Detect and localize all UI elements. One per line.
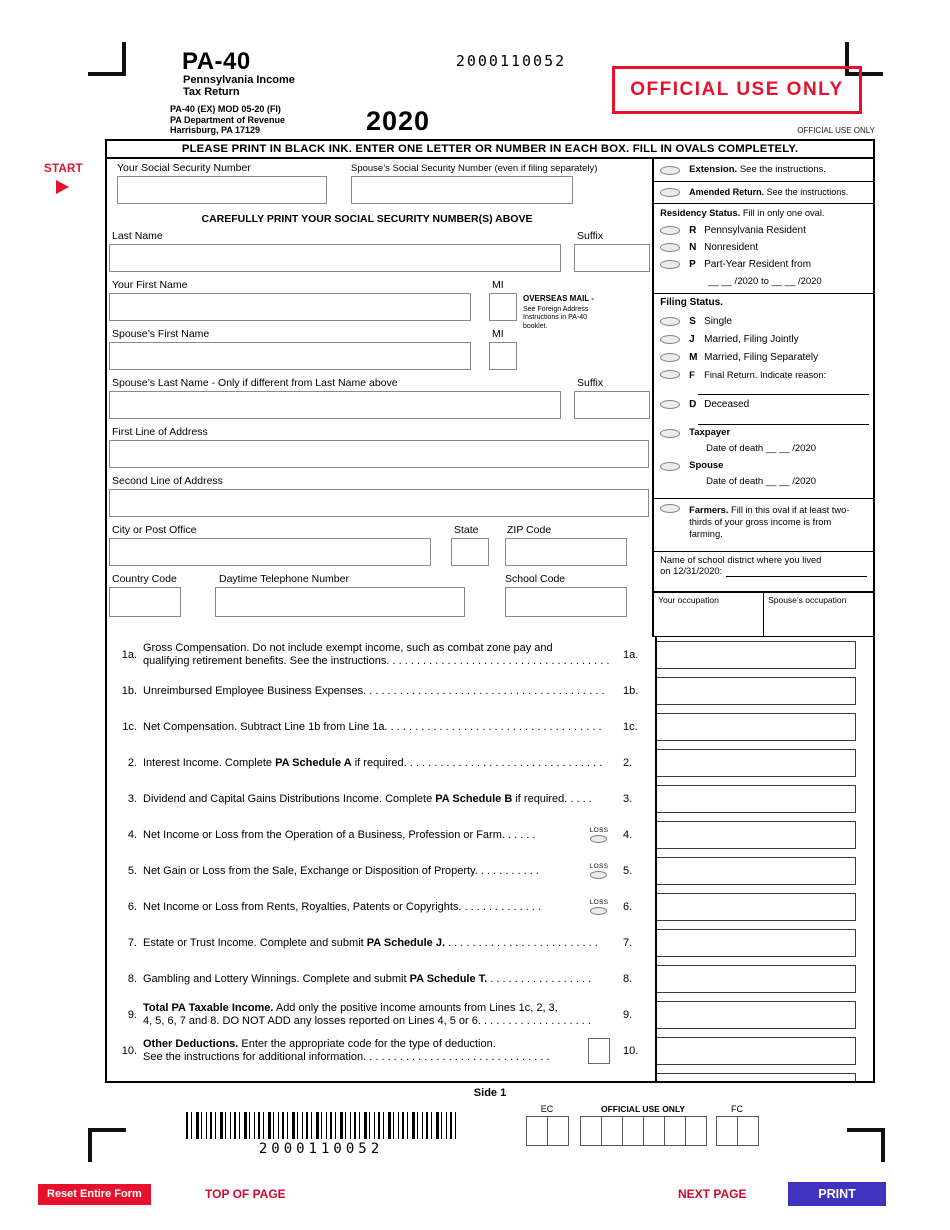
- spouse-death-row: [654, 458, 873, 475]
- line-number: 6.: [127, 901, 137, 913]
- line-number: 3.: [127, 793, 137, 805]
- loss-oval-line-5[interactable]: [590, 871, 607, 879]
- extension-row: [654, 159, 873, 182]
- side-label: Side 1: [473, 1087, 507, 1099]
- line-ref: 4.: [623, 829, 633, 841]
- loss-label: LOSS: [589, 863, 609, 870]
- occupation-row: [654, 592, 873, 637]
- corner-mark-bottom-right: [847, 1128, 885, 1162]
- suffix-label: Suffix: [577, 230, 604, 242]
- loss-label: LOSS: [589, 827, 609, 834]
- barcode-number: 2000110052: [258, 1141, 384, 1157]
- official-use-box-6: [685, 1116, 707, 1146]
- official-use-group-label: OFFICIAL USE ONLY: [600, 1104, 686, 1114]
- taxpayer-death-oval[interactable]: [660, 429, 680, 438]
- filing-code-m: M: [689, 351, 698, 363]
- line-text: Other Deductions. Enter the appropriate code for the type of deduction. See the instructions for additional information. . . . . . . . . . . . . . . . . . . . . . . . . . . . . . .: [143, 1038, 550, 1063]
- line-text: Gambling and Lottery Winnings. Complete and submit PA Schedule T. . . . . . . . . . . . . . . . . .: [143, 972, 592, 985]
- line-ref: 1b.: [623, 685, 639, 697]
- official-use-box-3: [622, 1116, 644, 1146]
- school-district-row: [654, 552, 873, 592]
- school-district-label-line2: on 12/31/2020:: [660, 566, 723, 576]
- overseas-mail-title: OVERSEAS MAIL -: [523, 294, 594, 303]
- ec-box-2: [547, 1116, 569, 1146]
- spouse-ssn-input[interactable]: [351, 176, 573, 204]
- your-occupation-cell[interactable]: [654, 593, 764, 636]
- form-subtitle: [183, 74, 295, 98]
- taxpayer-death-row: [654, 425, 873, 441]
- document-number: 2000110052: [455, 52, 567, 70]
- taxpayer-death-date[interactable]: Date of death __ __ /2020: [706, 443, 817, 455]
- spouse-last-name-label: Spouse’s Last Name - Only if different from Last Name above: [112, 377, 398, 389]
- filing-code-j: J: [689, 333, 695, 345]
- farmers-label: Farmers. Fill in this oval if at least two-thirds of your gross income is from farming.: [689, 505, 850, 539]
- line-text: Unreimbursed Employee Business Expenses. . . . . . . . . . . . . . . . . . . . . . . . . . . . . . . . . . . . . . . .: [143, 684, 605, 697]
- amount-box-line-11[interactable]: [656, 1073, 856, 1081]
- fc-box-2: [737, 1116, 759, 1146]
- amount-box-line-9[interactable]: [656, 1001, 856, 1029]
- country-code-label: Country Code: [112, 573, 177, 585]
- filing-label-j: Married, Filing Jointly: [704, 333, 799, 345]
- form-revision-block: [170, 104, 285, 136]
- state-input[interactable]: [451, 538, 489, 566]
- line-row-1c: [107, 713, 873, 741]
- ec-label: EC: [540, 1104, 554, 1114]
- line-row-1b: [107, 677, 873, 705]
- tax-year: 2020: [366, 106, 431, 136]
- school-code-input[interactable]: [505, 587, 627, 617]
- official-use-group: [576, 1104, 710, 1146]
- barcode: [186, 1112, 456, 1139]
- filing-option-j: [654, 330, 873, 348]
- line-items: [107, 637, 873, 1081]
- fc-box-1: [716, 1116, 738, 1146]
- top-of-page-link[interactable]: TOP OF PAGE: [205, 1187, 286, 1201]
- spouse-mi-label: MI: [492, 328, 504, 340]
- official-use-only-caption: OFFICIAL USE ONLY: [797, 126, 875, 135]
- residency-option-p: [654, 256, 873, 272]
- filing-oval-s[interactable]: [660, 317, 680, 326]
- filing-option-f: [654, 366, 873, 383]
- line-row-3: [107, 785, 873, 813]
- line-row-6: [107, 893, 873, 921]
- farmers-oval[interactable]: [660, 504, 680, 513]
- amount-box-line-1b[interactable]: [656, 677, 856, 705]
- spouse-death-date[interactable]: Date of death __ __ /2020: [706, 476, 817, 487]
- ssn-label: Your Social Security Number: [117, 162, 251, 174]
- residency-code-r: R: [689, 225, 697, 236]
- form-body: [105, 139, 875, 1083]
- residency-label-n: Nonresident: [704, 242, 759, 253]
- residency-option-n: [654, 239, 873, 256]
- phone-label: Daytime Telephone Number: [219, 573, 349, 585]
- part-year-dates[interactable]: __ __ /2020 to __ __ /2020: [708, 276, 822, 288]
- next-page-link[interactable]: NEXT PAGE: [678, 1187, 747, 1201]
- department-address: Harrisburg, PA 17129: [170, 125, 261, 135]
- spouse-occupation-label: Spouse’s occupation: [768, 595, 847, 605]
- line-ref: 8.: [623, 973, 633, 985]
- loss-oval-line-4[interactable]: [590, 835, 607, 843]
- residency-code-n: N: [689, 242, 697, 253]
- ssn-input[interactable]: [117, 176, 327, 204]
- amount-box-line-1c[interactable]: [656, 713, 856, 741]
- deduction-code-box[interactable]: [588, 1038, 610, 1064]
- line-ref: 5.: [623, 865, 633, 877]
- filing-option-s: [654, 312, 873, 330]
- your-occupation-label: Your occupation: [658, 595, 719, 605]
- line-number: 2.: [127, 757, 137, 769]
- line-ref: 3.: [623, 793, 633, 805]
- line-ref: 1c.: [623, 721, 638, 733]
- deceased-oval[interactable]: [660, 400, 680, 409]
- state-label: State: [454, 524, 479, 536]
- official-use-box-1: [580, 1116, 602, 1146]
- residency-status-title: Residency Status. Fill in only one oval.: [660, 207, 825, 218]
- school-code-label: School Code: [505, 573, 566, 585]
- zip-input[interactable]: [505, 538, 627, 566]
- extension-oval[interactable]: [660, 166, 680, 175]
- deceased-reason-input[interactable]: [698, 414, 869, 425]
- extension-label: Extension. See the instructions.: [689, 163, 826, 175]
- official-use-box-2: [601, 1116, 623, 1146]
- line-number: 1a.: [121, 649, 137, 661]
- filing-label-s: Single: [704, 315, 732, 327]
- amount-box-line-1a[interactable]: [656, 641, 856, 669]
- reset-form-button[interactable]: Reset Entire Form: [38, 1184, 151, 1205]
- line-ref: 7.: [623, 937, 633, 949]
- mi-label: MI: [492, 279, 504, 291]
- deceased-label: Deceased: [704, 399, 750, 410]
- residency-label-p: Part-Year Resident from: [704, 258, 812, 270]
- line-number: 7.: [127, 937, 137, 949]
- taxpayer-death-label: Taxpayer: [689, 426, 731, 438]
- line-ref: 9.: [623, 1009, 633, 1021]
- spouse-suffix-label: Suffix: [577, 377, 604, 389]
- spouse-last-name-input[interactable]: [109, 391, 561, 419]
- amount-box-line-10[interactable]: [656, 1037, 856, 1065]
- city-input[interactable]: [109, 538, 431, 566]
- spouse-occupation-cell[interactable]: [764, 593, 873, 636]
- overseas-mail-note: [523, 293, 635, 331]
- amount-box-line-8[interactable]: [656, 965, 856, 993]
- fc-group: [712, 1104, 762, 1146]
- filing-oval-j[interactable]: [660, 335, 680, 344]
- part-year-dates-row: [654, 272, 873, 294]
- overseas-mail-body: See Foreign Address Instructions in PA-40 booklet.: [523, 305, 589, 330]
- amount-box-line-4[interactable]: [656, 821, 856, 849]
- amended-return-row: [654, 182, 873, 204]
- country-code-input[interactable]: [109, 587, 181, 617]
- last-name-input[interactable]: [109, 244, 561, 272]
- line-row-9: [107, 1001, 873, 1029]
- line-number: 4.: [127, 829, 137, 841]
- mi-input[interactable]: [489, 293, 517, 321]
- loss-oval-line-6[interactable]: [590, 907, 607, 915]
- filing-label-m: Married, Filing Separately: [704, 351, 819, 363]
- amount-box-line-3[interactable]: [656, 785, 856, 813]
- phone-input[interactable]: [215, 587, 465, 617]
- line-row-7: [107, 929, 873, 957]
- spouse-first-name-label: Spouse’s First Name: [112, 328, 210, 340]
- last-name-label: Last Name: [112, 230, 163, 242]
- city-label: City or Post Office: [112, 524, 197, 536]
- residency-code-p: P: [689, 258, 696, 270]
- school-district-input[interactable]: [726, 567, 867, 577]
- residency-label-r: Pennsylvania Resident: [704, 225, 806, 236]
- form-subtitle-line2: Tax Return: [183, 86, 240, 98]
- address2-input[interactable]: [109, 489, 649, 517]
- line-number: 1b.: [121, 685, 137, 697]
- form-revision-code: PA-40 (EX) MOD 05-20 (FI): [170, 104, 281, 114]
- official-use-only-box: OFFICIAL USE ONLY: [612, 66, 862, 114]
- line-number: 9.: [127, 1009, 137, 1021]
- residency-option-r: [654, 222, 873, 239]
- line-row-4: [107, 821, 873, 849]
- line-ref: 10.: [623, 1045, 639, 1057]
- line-row-8: [107, 965, 873, 993]
- fc-label: FC: [731, 1104, 743, 1114]
- line-text: Net Income or Loss from Rents, Royalties, Patents or Copyrights. . . . . . . . . . . . . .: [143, 900, 541, 913]
- line-text: Gross Compensation. Do not include exempt income, such as combat zone pay and qualifying retirement benefits. See the instructions. . . . . . . . . . . . . . . . . . . . . . . . . . . . . . . . . . . . .: [143, 642, 610, 667]
- spouse-mi-input[interactable]: [489, 342, 517, 370]
- address1-label: First Line of Address: [112, 426, 208, 438]
- official-use-box-5: [664, 1116, 686, 1146]
- filing-status-title: Filing Status.: [660, 296, 723, 308]
- school-district-label-line1: Name of school district where you lived: [660, 555, 822, 565]
- form-subtitle-line1: Pennsylvania Income: [183, 74, 295, 86]
- ec-box-1: [526, 1116, 548, 1146]
- line-text: Net Income or Loss from the Operation of a Business, Profession or Farm. . . . . .: [143, 828, 536, 841]
- spouse-death-label: Spouse: [689, 460, 724, 472]
- amount-box-line-5[interactable]: [656, 857, 856, 885]
- line-row-10: [107, 1037, 873, 1065]
- filing-code-s: S: [689, 315, 696, 327]
- amended-return-label: Amended Return. See the instructions.: [689, 187, 849, 198]
- amount-box-line-6[interactable]: [656, 893, 856, 921]
- final-return-reason-input[interactable]: [698, 383, 869, 395]
- spouse-ssn-label: Spouse’s Social Security Number (even if filing separately): [351, 163, 598, 174]
- status-panel: [652, 159, 873, 637]
- filing-label-f: Final Return. Indicate reason:: [704, 369, 827, 380]
- amount-box-line-2[interactable]: [656, 749, 856, 777]
- line-text: Interest Income. Complete PA Schedule A if required. . . . . . . . . . . . . . . . . . . . . . . . . . . . . . . . .: [143, 756, 603, 769]
- spouse-death-date-row: [654, 475, 873, 499]
- line-text: Estate or Trust Income. Complete and submit PA Schedule J. . . . . . . . . . . . . . . . . . . . . . . . . .: [143, 936, 598, 949]
- address1-input[interactable]: [109, 440, 649, 468]
- print-instruction-bar: PLEASE PRINT IN BLACK INK. ENTER ONE LETTER OR NUMBER IN EACH BOX. FILL IN OVALS COMPLETELY.: [107, 141, 873, 159]
- corner-mark-top-left: [88, 42, 126, 76]
- deceased-option: [654, 395, 873, 414]
- line-text: [143, 1081, 619, 1082]
- filing-code-f: F: [689, 369, 695, 380]
- line-row-5: [107, 857, 873, 885]
- identity-zone: [107, 159, 873, 637]
- form-title: PA-40: [182, 48, 251, 75]
- department-name: PA Department of Revenue: [170, 114, 286, 125]
- column-divider: [655, 637, 657, 1081]
- loss-label: LOSS: [589, 899, 609, 906]
- farmers-row: [654, 499, 873, 552]
- spouse-suffix-input[interactable]: [574, 391, 650, 419]
- line-text: Dividend and Capital Gains Distributions Income. Complete PA Schedule B if required. . . . .: [143, 792, 592, 805]
- residency-oval-r[interactable]: [660, 226, 680, 235]
- first-name-label: Your First Name: [112, 279, 188, 291]
- print-carefully-note: CAREFULLY PRINT YOUR SOCIAL SECURITY NUMBER(S) ABOVE: [201, 213, 533, 225]
- ec-group: [522, 1104, 572, 1146]
- amended-return-oval[interactable]: [660, 188, 680, 197]
- amount-box-line-7[interactable]: [656, 929, 856, 957]
- line-number: 5.: [127, 865, 137, 877]
- line-ref: 1a.: [623, 649, 639, 661]
- print-button[interactable]: PRINT: [788, 1182, 886, 1206]
- line-text: Total PA Taxable Income. Add only the positive income amounts from Lines 1c, 2, 3, 4, 5, 6, 7 and 8. DO NOT ADD any losses reported on Lines 4, 5 or 6. . . . . . . . . . . . . . . . . . .: [143, 1002, 591, 1027]
- line-row-1a: [107, 641, 873, 669]
- line-row-11: [107, 1073, 873, 1081]
- residency-oval-n[interactable]: [660, 243, 680, 252]
- taxpayer-death-date-row: [654, 441, 873, 458]
- line-ref: 6.: [623, 901, 633, 913]
- filing-oval-m[interactable]: [660, 353, 680, 362]
- residency-oval-p[interactable]: [660, 260, 680, 269]
- line-ref: 2.: [623, 757, 633, 769]
- identity-section: [107, 159, 652, 637]
- deceased-code: D: [689, 399, 697, 410]
- filing-option-m: [654, 348, 873, 366]
- spouse-death-oval[interactable]: [660, 462, 680, 471]
- start-label: START: [44, 163, 83, 175]
- start-arrow-icon: [56, 180, 69, 194]
- line-number: 8.: [127, 973, 137, 985]
- corner-mark-bottom-left: [88, 1128, 126, 1162]
- first-name-input[interactable]: [109, 293, 471, 321]
- line-text: Net Compensation. Subtract Line 1b from Line 1a. . . . . . . . . . . . . . . . . . . . . . . . . . . . . . . . . . . .: [143, 720, 602, 733]
- suffix-input[interactable]: [574, 244, 650, 272]
- line-number: 1c.: [122, 721, 137, 733]
- line-number: 10.: [121, 1045, 137, 1057]
- line-text: Net Gain or Loss from the Sale, Exchange or Disposition of Property. . . . . . . . . . .: [143, 864, 539, 877]
- filing-oval-f[interactable]: [660, 370, 680, 379]
- address2-label: Second Line of Address: [112, 475, 223, 487]
- zip-label: ZIP Code: [507, 524, 552, 536]
- spouse-first-name-input[interactable]: [109, 342, 471, 370]
- official-use-box-4: [643, 1116, 665, 1146]
- line-row-2: [107, 749, 873, 777]
